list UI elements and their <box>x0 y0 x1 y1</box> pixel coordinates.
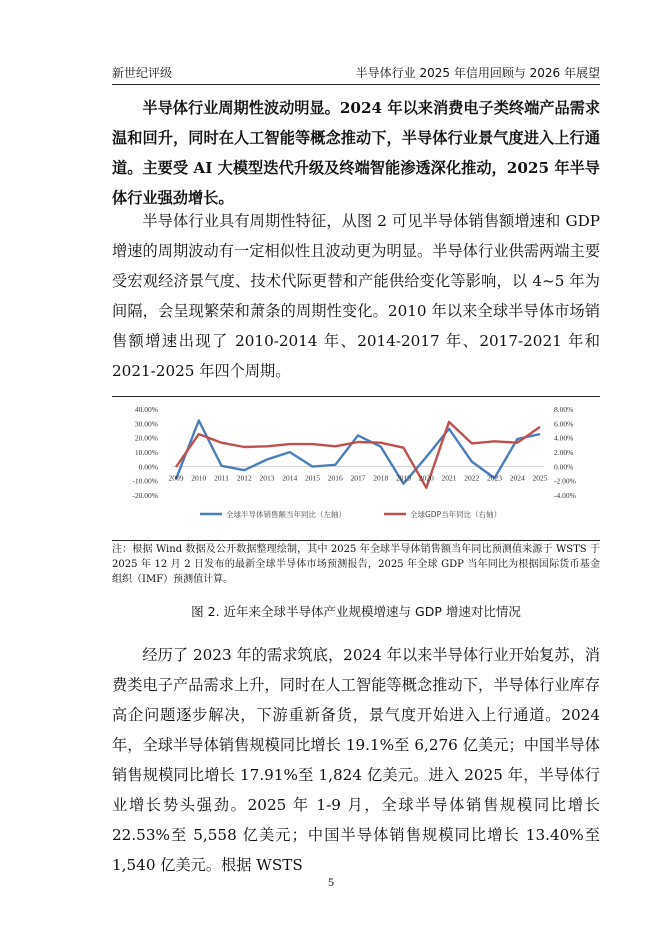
right-axis-tick-label: 2.00% <box>554 448 574 457</box>
paragraph-cycle: 半导体行业具有周期性特征，从图 2 可见半导体销售额增速和 GDP 增速的周期波动有一定相似性且波动更为明显。半导体行业供需两端主要受宏观经济景气度、技术代际更替和产能供给变化等影响，以 4~5 年为间隔，会呈现繁荣和萧条的周期性变化。2010 年以来全球半导体市场销售额增速出现了 2010-2014 年、2014-2017 年、2017-2021 年和 2021-2025 年四个周期。 <box>112 212 600 380</box>
x-axis-tick-label: 2025 <box>532 473 548 483</box>
figure-caption: 图 2. 近年来全球半导体产业规模增速与 GDP 增速对比情况 <box>191 604 521 619</box>
x-axis-tick-label: 2010 <box>191 473 207 483</box>
x-axis-tick-label: 2022 <box>464 473 480 483</box>
left-axis-tick-label: -10.00% <box>132 476 158 486</box>
x-axis-tick-label: 2018 <box>373 473 389 483</box>
header-report-title: 半导体行业 2025 年信用回顾与 2026 年展望 <box>355 66 600 80</box>
x-axis-tick-label: 2009 <box>168 473 184 483</box>
page-header <box>112 64 600 82</box>
left-axis-tick-label: -20.00% <box>132 491 158 500</box>
left-axis-tick-label: 30.00% <box>134 419 158 429</box>
x-axis-tick-label: 2017 <box>350 473 366 483</box>
x-axis-tick-label: 2013 <box>259 473 275 483</box>
right-axis-tick-label: -4.00% <box>554 491 576 500</box>
right-axis-tick-label: 0.00% <box>554 462 574 472</box>
chart-figure <box>112 396 600 541</box>
x-axis-tick-label: 2015 <box>305 473 320 483</box>
x-axis-tick-label: 2012 <box>236 473 252 483</box>
x-axis-tick-label: 2014 <box>282 473 298 483</box>
x-axis-tick-label: 2023 <box>487 473 502 483</box>
page-number: 5 <box>328 875 334 889</box>
x-axis-tick-label: 2016 <box>327 473 343 483</box>
right-axis-tick-label: 6.00% <box>554 419 574 429</box>
paragraph-recovery: 经历了 2023 年的需求筑底，2024 年以来半导体行业开始复苏，消费类电子产品需求上升，同时在人工智能等概念推动下，半导体行业库存高企问题逐步解决，下游重新备货，景气度开始进入上行通道。2024 年，全球半导体销售规模同比增长 19.1%至 6,276 亿美元；中国半导体销售规模同比增长 17.91%至 1,824 亿美元。进入 2025 年，半导体行业增长势头强劲。2025 年 1-9 月，全球半导体销售规模同比增长 22.53%至 5,558 亿美元；中国半导体销售规模同比增长 13.40%至 1,540 亿美元。根据 WSTS <box>112 646 600 874</box>
left-axis-tick-label: 0.00% <box>138 462 158 472</box>
right-axis-tick-label: -2.00% <box>554 476 576 486</box>
chart-note: 注：根据 Wind 数据及公开数据整理绘制，其中 2025 年全球半导体销售额当年同比预测值来源于 WSTS 于 2025 年 12 月 2 日发布的最新全球半导体市场预测报告，2025 年全球 GDP 当年同比为根据国际货币基金组织（IMF）预测值计算。 <box>112 544 600 585</box>
legend-label-gdp: 全球GDP当年同比（右轴） <box>410 510 502 519</box>
left-axis-tick-label: 40.00% <box>134 405 158 414</box>
x-axis-tick-label: 2019 <box>396 473 411 483</box>
header-org-name: 新世纪评级 <box>112 66 173 80</box>
right-axis-tick-label: 4.00% <box>554 433 574 443</box>
x-axis-tick-label: 2024 <box>509 473 525 483</box>
left-axis-tick-label: 10.00% <box>134 448 158 457</box>
x-axis-tick-label: 2021 <box>441 473 457 483</box>
left-axis-tick-label: 20.00% <box>134 433 158 443</box>
x-axis-tick-label: 2020 <box>418 473 434 483</box>
header-divider <box>112 84 600 85</box>
chart-svg <box>112 397 600 540</box>
x-axis-tick-label: 2011 <box>214 473 229 483</box>
right-axis-tick-label: 8.00% <box>554 405 574 414</box>
legend-label-semiconductor: 全球半导体销售额当年同比（左轴） <box>226 510 346 519</box>
paragraph-summary: 半导体行业周期性波动明显。2024 年以来消费电子类终端产品需求温和回升，同时在人工智能等概念推动下，半导体行业景气度进入上行通道。主要受 AI 大模型迭代升级及终端智能渗透深化推动，2025 年半导体行业强劲增长。 <box>112 99 601 207</box>
